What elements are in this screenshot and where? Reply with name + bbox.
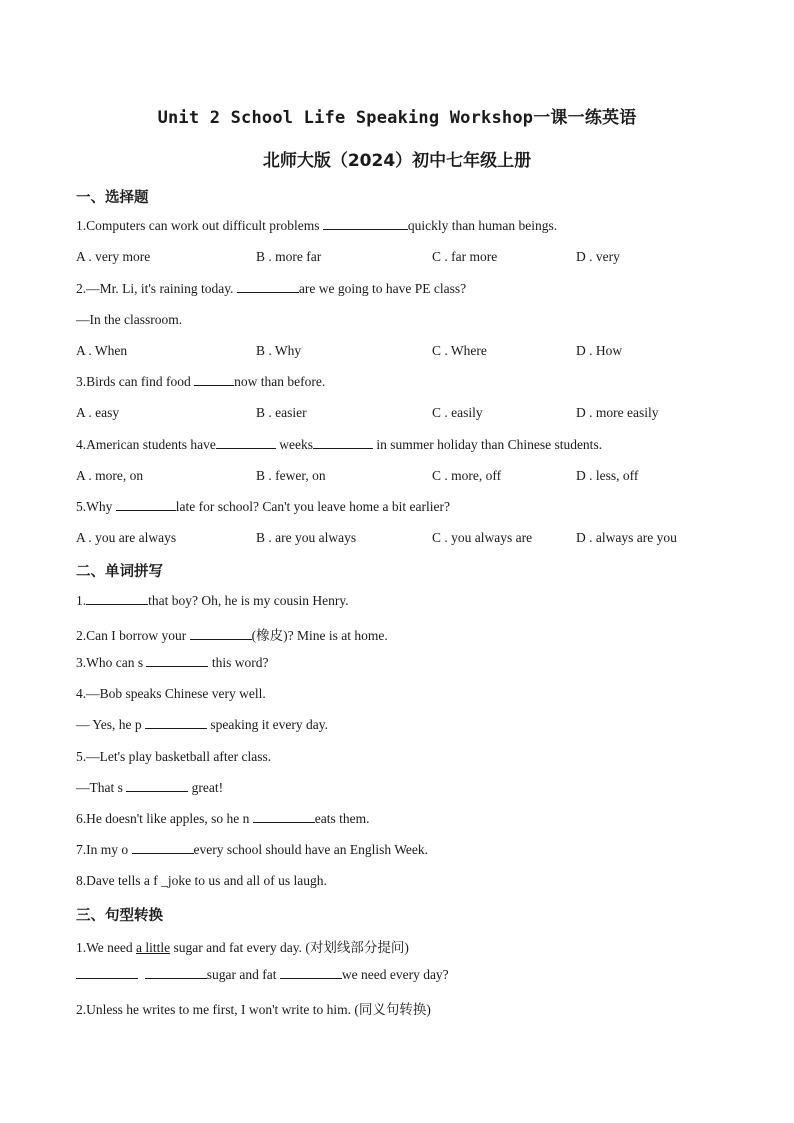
question-text: weeks	[275, 437, 313, 452]
question-text: this word?	[208, 655, 269, 670]
question-text: 1.We need	[76, 940, 137, 955]
document-title: Unit 2 School Life Speaking Workshop一课一练英语	[157, 108, 637, 128]
mc-5-option-a: A . you are always	[76, 530, 177, 545]
answer-blank	[280, 967, 342, 979]
section-heading-multiple-choice: 一、选择题	[76, 190, 149, 206]
spelling-question-6	[76, 811, 370, 827]
spelling-question-5-reply	[76, 780, 223, 796]
question-text: —That s	[76, 780, 127, 795]
answer-blank	[313, 437, 373, 449]
question-text: 3.Who can s	[76, 655, 147, 670]
question-text: 2.Can I borrow your	[76, 628, 190, 643]
question-text: 7.In my o	[76, 842, 132, 857]
mc-2-option-c: C . Where	[432, 343, 487, 358]
question-text: in summer holiday than Chinese students.	[372, 437, 603, 452]
question-text: (橡皮)? Mine is at home.	[251, 628, 388, 643]
underlined-phrase: a little	[136, 940, 171, 955]
question-text: eats them.	[314, 811, 370, 826]
mc-4-option-c: C . more, off	[432, 468, 502, 483]
question-text: that boy? Oh, he is my cousin Henry.	[148, 593, 349, 608]
question-text: 6.He doesn't like apples, so he n	[76, 811, 253, 826]
mc-1-option-b: B . more far	[256, 249, 322, 264]
answer-blank	[76, 967, 138, 979]
mc-question-2-reply: —In the classroom.	[76, 312, 183, 327]
answer-blank	[86, 593, 148, 605]
spelling-question-8: 8.Dave tells a f _joke to us and all of us laugh.	[76, 873, 327, 888]
mc-5-option-c: C . you always are	[432, 530, 533, 545]
mc-question-4	[76, 437, 602, 453]
section-heading-spelling: 二、单词拼写	[76, 564, 163, 580]
question-text: quickly than human beings.	[407, 218, 558, 233]
question-text: great!	[188, 780, 224, 795]
mc-3-option-a: A . easy	[76, 405, 120, 420]
mc-3-option-c: C . easily	[432, 405, 483, 420]
answer-blank	[145, 717, 207, 729]
answer-blank	[194, 374, 234, 386]
question-text: late for school? Can't you leave home a bit earlier?	[175, 499, 450, 514]
question-text: every school should have an English Week.	[193, 842, 428, 857]
question-text: 5.Why	[76, 499, 116, 514]
answer-blank	[216, 437, 276, 449]
document-subtitle: 北师大版（2024）初中七年级上册	[262, 151, 532, 171]
mc-4-option-a: A . more, on	[76, 468, 144, 483]
spelling-question-4-reply	[76, 717, 328, 733]
question-text: sugar and fat every day. (对划线部分提问)	[170, 940, 409, 955]
mc-question-1	[76, 218, 557, 234]
mc-2-option-b: B . Why	[256, 343, 302, 358]
question-text: speaking it every day.	[207, 717, 328, 732]
mc-1-option-c: C . far more	[432, 249, 498, 264]
mc-question-3	[76, 374, 325, 390]
mc-3-option-d: D . more easily	[576, 405, 659, 420]
answer-blank	[323, 218, 408, 230]
mc-3-option-b: B . easier	[256, 405, 307, 420]
spelling-question-7	[76, 842, 428, 858]
spelling-question-4: 4.—Bob speaks Chinese very well.	[76, 686, 266, 701]
question-text: are we going to have PE class?	[298, 281, 467, 296]
question-text: — Yes, he p	[76, 717, 146, 732]
spelling-question-1	[76, 593, 349, 609]
answer-blank	[126, 780, 188, 792]
transform-question-1	[76, 936, 409, 956]
mc-5-option-b: B . are you always	[256, 530, 357, 545]
answer-blank	[253, 811, 315, 823]
mc-4-option-b: B . fewer, on	[256, 468, 326, 483]
section-heading-sentence-transform: 三、句型转换	[76, 908, 163, 924]
mc-1-option-a: A . very more	[76, 249, 151, 264]
transform-question-1-answer-line	[76, 967, 449, 983]
mc-4-option-d: D . less, off	[576, 468, 639, 483]
question-text: 4.American students have	[76, 437, 216, 452]
mc-2-option-d: D . How	[576, 343, 623, 358]
spelling-question-2	[76, 624, 388, 644]
question-text: 1.	[76, 593, 87, 608]
question-text: 1.Computers can work out difficult problems	[76, 218, 323, 233]
question-text: now than before.	[234, 374, 326, 389]
spelling-question-3	[76, 655, 268, 671]
mc-question-2	[76, 281, 466, 297]
answer-blank	[132, 842, 194, 854]
answer-blank	[190, 628, 252, 640]
mc-2-option-a: A . When	[76, 343, 128, 358]
answer-blank	[116, 499, 176, 511]
question-text: we need every day?	[341, 967, 449, 982]
question-text: 2.—Mr. Li, it's raining today.	[76, 281, 237, 296]
question-text: sugar and fat	[206, 967, 280, 982]
question-text: 3.Birds can find food	[76, 374, 195, 389]
answer-blank	[146, 655, 208, 667]
answer-blank	[237, 281, 299, 293]
mc-question-5	[76, 499, 450, 515]
mc-1-option-d: D . very	[576, 249, 620, 264]
spelling-question-5: 5.—Let's play basketball after class.	[76, 749, 272, 764]
answer-blank	[145, 967, 207, 979]
mc-5-option-d: D . always are you	[576, 530, 677, 545]
transform-question-2: 2.Unless he writes to me first, I won't write to him. (同义句转换)	[76, 1002, 431, 1017]
